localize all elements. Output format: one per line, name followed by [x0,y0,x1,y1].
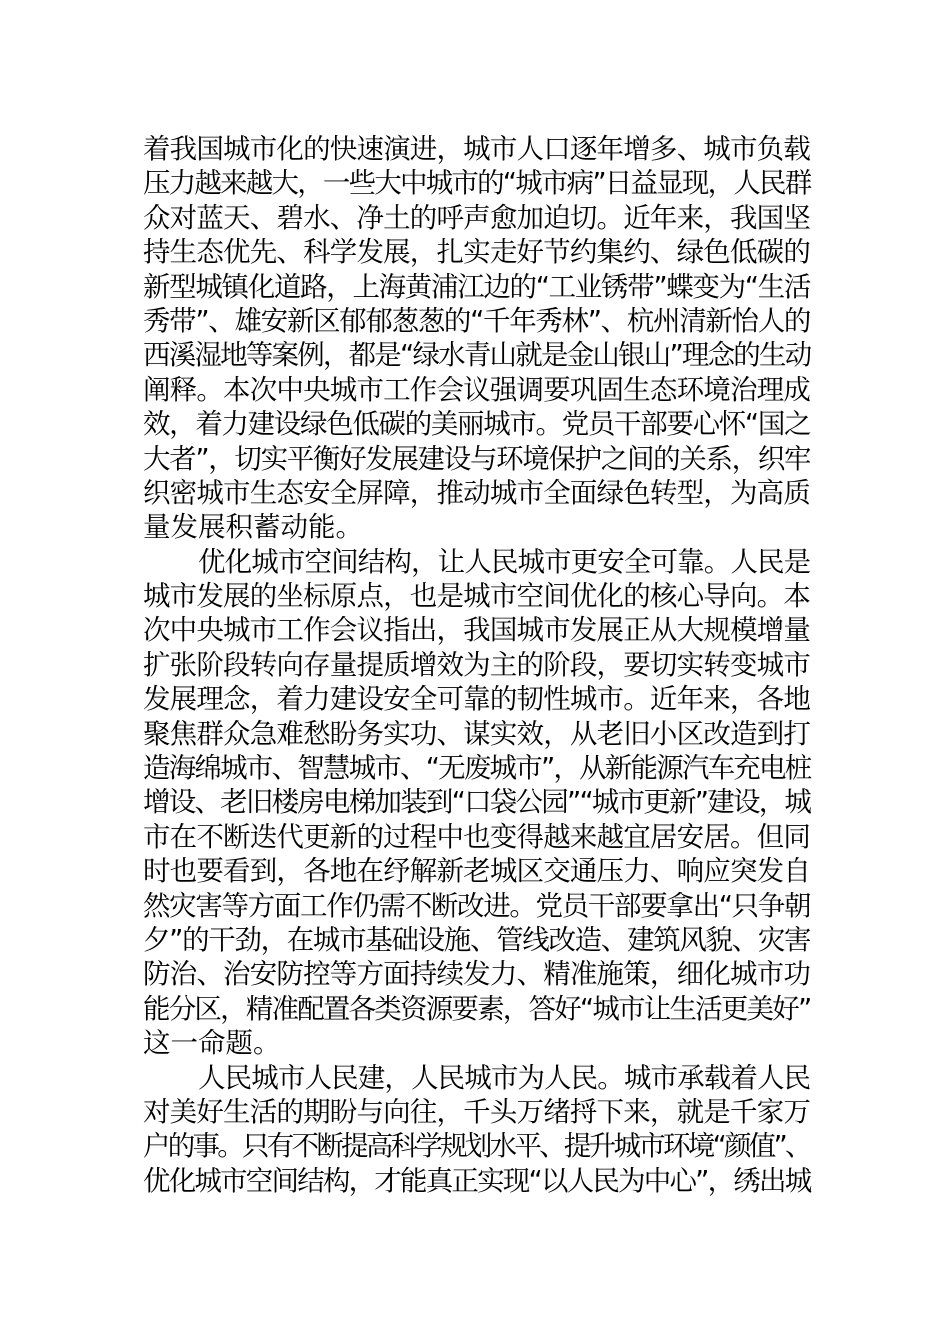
text-line: 效，着力建设绿色低碳的美丽城市。党员干部要心怀“国之 [143,408,811,441]
text-line: 优化城市空间结构，让人民城市更安全可靠。人民是 [198,545,811,578]
text-line: 西溪湿地等案例，都是“绿水青山就是金山银山”理念的生动 [143,339,811,372]
text-line: 优化城市空间结构，才能真正实现“以人民为中心”，绣出城 [143,1164,811,1197]
text-line: 人民城市人民建，人民城市为人民。城市承载着人民 [198,1061,811,1094]
text-line: 时也要看到，各地在纾解新老城区交通压力、响应突发自 [143,855,810,888]
text-line: 防治、治安防控等方面持续发力、精准施策，细化城市功 [143,958,810,991]
text-line: 众对蓝天、碧水、净土的呼声愈加迫切。近年来，我国坚 [143,201,810,234]
text-line: 着我国城市化的快速演进，城市人口逐年增多、城市负载 [143,133,810,165]
text-line: 这一命题。 [143,1027,281,1060]
text-line: 量发展积蓄动能。 [143,511,363,544]
text-line: 扩张阶段转向存量提质增效为主的阶段，要切实转变城市 [143,648,810,681]
text-line: 对美好生活的期盼与向往，千头万绪捋下来，就是千家万 [143,1095,810,1128]
paragraph-ecology [143,132,813,545]
text-line: 次中央城市工作会议指出，我国城市发展正从大规模增量 [143,614,810,647]
text-line: 新型城镇化道路，上海黄浦江边的“工业锈带”蝶变为“生活 [143,270,811,303]
text-line: 织密城市生态安全屏障，推动城市全面绿色转型，为高质 [143,476,810,509]
text-line: 发展理念，着力建设安全可靠的韧性城市。近年来，各地 [143,683,810,716]
text-line: 持生态优先、科学发展，扎实走好节约集约、绿色低碳的 [143,236,810,269]
text-line: 夕”的干劲，在城市基础设施、管线改造、建筑风貌、灾害 [143,923,811,956]
text-line: 城市发展的坐标原点，也是城市空间优化的核心导向。本 [143,580,810,613]
paragraph-spatial-structure [143,545,813,1061]
text-line: 市在不断迭代更新的过程中也变得越来越宜居安居。但同 [143,820,810,853]
text-line: 增设、老旧楼房电梯加装到“口袋公园”“城市更新”建设，城 [143,786,811,819]
paragraph-people-city [143,1061,813,1199]
text-line: 阐释。本次中央城市工作会议强调要巩固生态环境治理成 [143,373,810,406]
text-line: 大者”，切实平衡好发展建设与环境保护之间的关系，织牢 [143,442,811,475]
text-line: 能分区，精准配置各类资源要素，答好“城市让生活更美好” [143,992,811,1025]
text-line: 聚焦群众急难愁盼务实功、谋实效，从老旧小区改造到打 [143,717,810,750]
text-line: 户的事。只有不断提高科学规划水平、提升城市环境“颜值”、 [143,1130,810,1163]
text-line: 然灾害等方面工作仍需不断改进。党员干部要拿出“只争朝 [143,889,811,922]
text-line: 造海绵城市、智慧城市、“无废城市”，从新能源汽车充电桩 [143,752,811,785]
document-body [143,132,813,1198]
text-line: 压力越来越大，一些大中城市的“城市病”日益显现，人民群 [143,167,811,200]
text-line: 秀带”、雄安新区郁郁葱葱的“千年秀林”、杭州清新怡人的 [143,304,811,337]
